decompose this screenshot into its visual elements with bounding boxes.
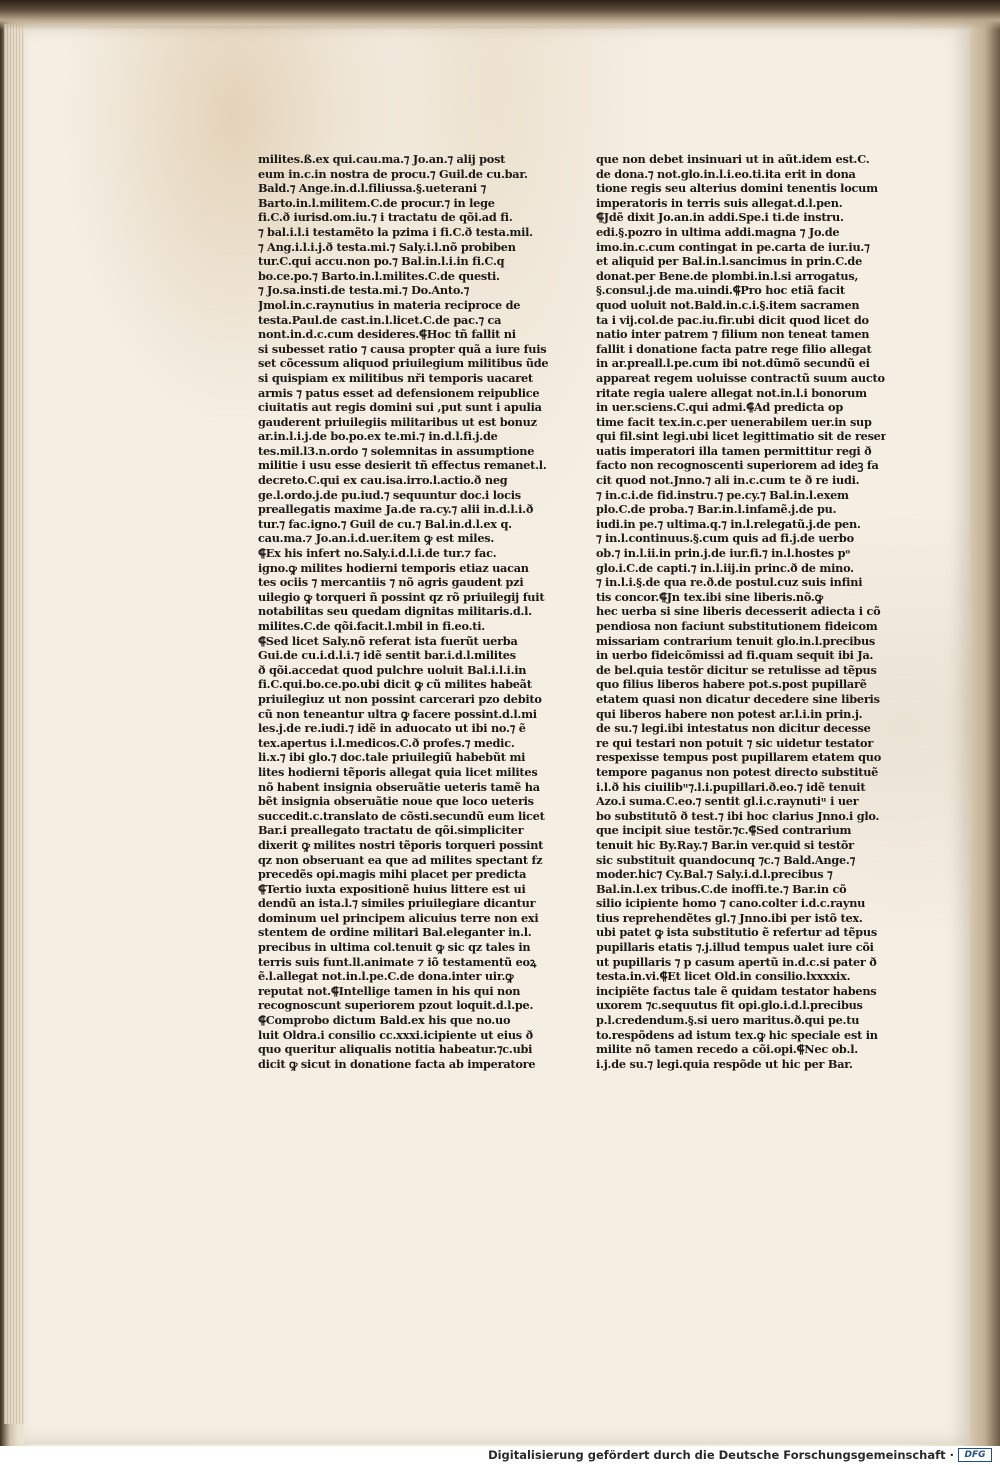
text-line: Bar.i preallegato tractatu de qõi.simpliciter [258, 823, 524, 838]
text-line: ta i vij.col.de pac.iu.fir.ubi dicit quod licet do [596, 312, 869, 327]
text-line: Bal.in.l.ex tribus.C.de inoffi.te.⁊ Bar.in cõ [596, 881, 847, 896]
text-line: natio inter patrem ⁊ filium non teneat tamen [596, 327, 870, 342]
text-line: ⸿Sed licet Saly.nõ referat ista fuerũt uerba [258, 633, 518, 648]
text-line: quo filius liberos habere pot.s.post pupillarẽ [596, 677, 867, 692]
text-line: succedit.c.translato de cõsti.secundũ eum licet [258, 808, 545, 823]
text-line: ar.in.l.i.j.de bo.po.ex te.mi.⁊ in.d.l.fi.j.de [258, 429, 498, 444]
text-line: ubi patet ꝙ ista substitutio ẽ refertur ad tẽpus [596, 925, 878, 940]
text-line: milites.C.de qõi.facit.l.mbil in fi.eo.ti. [258, 619, 485, 633]
text-line: Bald.⁊ Ange.in.d.l.filiussa.§.ueterani ⁊ [258, 181, 486, 196]
text-line: set cõcessum aliquod priuilegium militibus ũde [258, 356, 548, 371]
text-line: in uer.sciens.C.qui admi.⸿Ad predicta op [596, 400, 843, 415]
text-line: tex.apertus i.l.medicos.C.ð profes.⁊ medic. [258, 735, 515, 750]
text-line: Barto.in.l.militem.C.de procur.⁊ in lege [258, 195, 495, 210]
text-line: plo.C.de proba.⁊ Bar.in.l.infamẽ.j.de pu. [596, 502, 837, 517]
text-line: cit quod not.Jnno.⁊ ali in.c.cum te ð re iudi. [596, 473, 860, 488]
text-line: reputat not.⸿Intellige tamen in his qui non [258, 983, 521, 998]
text-line: cau.ma.⁊ Jo.an.i.d.uer.item ꝙ est miles. [258, 531, 495, 546]
text-line: quo queritur aliqualis notitia habeatur.⁊c.ubi [258, 1042, 533, 1057]
text-line: eum in.c.in nostra de procu.⁊ Guil.de cu.bar. [258, 166, 528, 181]
text-line: ciuitatis aut regis domini sui ,put sunt i apulia [258, 400, 542, 415]
text-line: ut pupillaris ⁊ p casum apertũ in.d.c.si pater ð [596, 954, 877, 969]
text-line: si subesset ratio ⁊ causa propter quã a iure fuis [258, 341, 547, 356]
text-line: ð qõi.accedat quod pulchre uoluit Bal.i.l.i.in [258, 662, 527, 677]
text-line: recognoscunt superiorem pzout loquit.d.l.pe. [258, 998, 534, 1013]
text-line: tes.mil.l3.n.ordo ⁊ solemnitas in assumptione [258, 443, 535, 458]
text-line: terris suis funt.ll.animate ⁊ iõ testamentũ eoꝝ [258, 954, 537, 969]
text-line: les.j.de re.iudi.⁊ idẽ in aduocato ut ibi no.⁊ ẽ [258, 721, 526, 736]
text-line: tius reprehendẽtes gl.⁊ Jnno.ibi per istõ tex. [596, 910, 863, 925]
text-line: to.respõdens ad istum tex.ꝙ hic speciale est in [596, 1027, 878, 1042]
text-line: gauderent priuilegiis militaribus ut est bonuz [258, 414, 537, 429]
text-line: Gui.de cu.i.d.l.i.⁊ idẽ sentit bar.i.d.l.milites [258, 648, 516, 663]
text-line: testa.Paul.de cast.in.l.licet.C.de pac.⁊ ca [258, 312, 502, 327]
text-line: iudi.in pe.⁊ ultima.q.⁊ in.l.relegatũ.j.de pen. [596, 516, 861, 531]
text-line: bo substitutõ ð test.⁊ ibi hoc clarius Jnno.i glo. [596, 808, 880, 823]
text-line: incipiẽte factus tale ẽ quidam testator habens [596, 983, 877, 998]
text-line: ritate regia ualere allegat not.in.l.i bonorum [596, 385, 867, 400]
text-line: bẽt insignia obseruãtie noue que loco ueteris [258, 794, 534, 809]
text-line: sic substituit quandocunq ⁊c.⁊ Bald.Ange.⁊ [596, 852, 855, 867]
text-line: de su.⁊ legi.ibi intestatus non dicitur decesse [596, 721, 871, 736]
text-line: p.l.credendum.§.si uero maritus.ð.qui pe.tu [596, 1013, 860, 1028]
text-line: lites hodierni tẽporis allegat quia licet milites [258, 764, 538, 779]
text-line: ⁊ in.c.i.de fid.instru.⁊ pe.cy.⁊ Bal.in.l.exem [596, 487, 849, 502]
text-line: dixerit ꝙ milites nostri tẽporis torqueri possint [258, 837, 544, 852]
text-line: glo.i.C.de capti.⁊ in.l.iij.in princ.ð de mino. [596, 560, 854, 575]
text-line: ⸿Tertio iuxta expositionẽ huius littere est ui [258, 881, 526, 896]
text-line: precedẽs opi.magis mihi placet per predicta [258, 867, 527, 882]
text-line: decreto.C.qui ex cau.isa.irro.l.actio.ð neg [258, 473, 508, 488]
text-line: si quispiam ex militibus nři temporis uacaret [258, 370, 533, 385]
text-line: luit Oldra.i consilio cc.xxxi.icipiente ut eius ð [258, 1027, 533, 1042]
text-line: stentem de ordine militari Bal.eleganter in.l. [258, 925, 532, 940]
text-line: tione regis seu alterius domini tenentis locum [596, 181, 878, 196]
text-line: ⸿Jdẽ dixit Jo.an.in addi.Spe.i ti.de instru. [596, 210, 844, 225]
text-line: etatem quasi non dicatur decedere sine liberis [596, 691, 880, 706]
text-line: moder.hic⁊ Cy.Bal.⁊ Saly.i.d.l.precibus ⁊ [596, 867, 833, 882]
text-line: notabilitas seu quedam dignitas militaris.d.l. [258, 604, 532, 619]
text-line: ⸿Ex his infert no.Saly.i.d.l.i.de tur.⁊ fac. [258, 546, 497, 561]
text-line: tempore paganus non potest directo substituẽ [596, 764, 879, 779]
text-column-left [258, 152, 548, 1112]
text-line: militie i usu esse desierit tñ effectus remanet.l. [258, 458, 547, 473]
funding-credit: Digitalisierung gefördert durch die Deutsche Forschungsgemeinschaft · [488, 1448, 954, 1462]
text-line: in ar.preall.l.pe.cum ibi not.dũmõ secundũ ei [596, 356, 870, 371]
text-line: uxorem ⁊c.sequutus fit opi.glo.i.d.l.precibus [596, 998, 863, 1013]
text-line: dicit ꝙ sicut in donatione facta ab imperatore [258, 1056, 536, 1071]
text-line: bo.ce.po.⁊ Barto.in.l.milites.C.de questi. [258, 268, 500, 283]
text-line: re qui testari non potuit ⁊ sic uidetur testator [596, 735, 874, 750]
text-line: tur.C.qui accu.non po.⁊ Bal.in.l.i.in fi.C.q [258, 254, 505, 269]
top-shadow [0, 0, 1000, 30]
text-line: et aliquid per Bal.in.l.sancimus in prin.C.de [596, 254, 863, 269]
text-line: ⁊ Jo.sa.insti.de testa.mi.⁊ Do.Anto.⁊ [258, 283, 469, 298]
text-line: fi.C.qui.bo.ce.po.ubi dicit ꝙ cũ milites habeãt [258, 677, 532, 692]
text-line: dominum uel principem alicuius terre non exi [258, 910, 539, 925]
text-line: ⁊ bal.i.l.i testamẽto la pzima i fi.C.ð testa.mil. [258, 224, 533, 239]
text-line: armis ⁊ patus esset ad defensionem reipublice [258, 385, 540, 400]
dfg-logo: DFG [958, 1448, 992, 1462]
text-line: uatis imperatori illa tamen permittitur regi ð [596, 443, 872, 458]
text-line: hec uerba si sine liberis decesserit adiecta i cõ [596, 604, 881, 619]
text-line: dendũ an ista.l.⁊ similes priuilegiare dicantur [258, 896, 536, 911]
text-line: ⸿Comprobo dictum Bald.ex his que no.uo [258, 1013, 511, 1028]
text-line: nont.in.d.c.cum desideres.⸿Hoc tñ fallit ni [258, 327, 516, 342]
text-line: igno.ꝙ milites hodierni temporis etiaz uacan [258, 560, 529, 575]
text-column-right [596, 152, 886, 1112]
text-line: precibus in ultima col.tenuit ꝙ sic qz tales in [258, 940, 531, 955]
text-line: testa.in.vi.⸿Et licet Old.in consilio.lxxxxix. [596, 969, 851, 984]
text-line: ẽ.l.allegat not.in.l.pe.C.de dona.inter uir.ꝙ [258, 969, 514, 984]
text-line: edi.§.pozro in ultima addi.magna ⁊ Jo.de [596, 224, 840, 239]
text-line: tis concor.⸿Jn tex.ibi sine liberis.nõ.ꝙ [596, 589, 823, 604]
page-stack-edge [4, 24, 24, 1424]
text-line: missariam contrarium tenuit glo.in.l.precibus [596, 633, 876, 648]
text-line: milite nõ tamen recedo a cõi.opi.⸿Nec ob.l. [596, 1042, 858, 1057]
text-line: imo.in.c.cum contingat in pe.carta de iur.iu.⁊ [596, 239, 870, 254]
text-line: li.x.⁊ ibi glo.⁊ doc.tale priuilegiũ habebũt mi [258, 750, 526, 765]
text-line: ob.⁊ in.l.ii.in prin.j.de iur.fi.⁊ in.l.hostes pᵒ [596, 546, 851, 561]
text-line: que incipit siue testõr.⁊c.⸿Sed contrarium [596, 823, 852, 838]
text-line: qz non obseruant ea que ad milites spectant fz [258, 852, 543, 867]
text-line: quod uoluit not.Bald.in.c.i.§.item sacramen [596, 297, 860, 312]
text-line: Azo.i suma.C.eo.⁊ sentit gl.i.c.raynutiᵘ i uer [596, 794, 859, 809]
text-line: Jmol.in.c.raynutius in materia reciproce de [258, 297, 521, 312]
text-line: ⁊ Ang.i.l.i.j.ð testa.mi.⁊ Saly.i.l.nõ probiben [258, 239, 516, 254]
text-line: nõ habent insignia obseruãtie ueteris tamẽ ha [258, 779, 540, 794]
text-line: time facit tex.in.c.per uenerabilem uer.in sup [596, 414, 872, 429]
text-line: §.consul.j.de ma.uindi.⸿Pro hoc etiã facit [596, 283, 845, 298]
text-line: facto non recognoscenti superiorem ad ideꝫ fa [596, 458, 879, 473]
text-line: ⁊ in.l.i.§.de qua re.ð.de postul.cuz suis infini [596, 575, 863, 590]
text-line: milites.ß.ex qui.cau.ma.⁊ Jo.an.⁊ alij post [258, 152, 506, 166]
text-line: fallit i donatione facta patre rege filio allegat [596, 341, 872, 356]
text-line: tes ociis ⁊ mercantiis ⁊ nõ agris gaudent pzi [258, 575, 524, 590]
text-line: preallegatis maxime Ja.de ra.cy.⁊ alii in.d.l.i.ð [258, 502, 534, 517]
text-line: uilegio ꝙ torqueri ñ possint qz rõ priuilegij fuit [258, 589, 545, 604]
faded-marginal-note [54, 116, 174, 136]
text-line: de bel.quia testõr dicitur se retulisse ad tẽpus [596, 662, 877, 677]
text-line: pupillaris etatis ⁊.j.illud tempus ualet iure cõi [596, 940, 874, 955]
text-line: respexisse tempus post pupillarem etatem quo [596, 750, 882, 765]
text-line: fi.C.ð iurisd.om.iu.⁊ i tractatu de qõi.ad fi. [258, 210, 513, 225]
text-line: in uerbo fideicõmissi ad fi.quam sequit ibi Ja. [596, 648, 874, 663]
text-line: donat.per Bene.de plombi.in.l.si arrogatus, [596, 268, 859, 283]
text-line: appareat regem uoluisse contractũ suum aucto [596, 370, 885, 385]
text-line: silio icipiente homo ⁊ cano.colter i.d.c.raynu [596, 896, 866, 911]
text-line: i.j.de su.⁊ legi.quia respõde ut hic per Bar. [596, 1056, 853, 1071]
text-line: imperatoris in terris suis allegat.d.l.pen. [596, 195, 843, 210]
text-line: ⁊ in.l.continuus.§.cum quis ad fi.j.de uerbo [596, 531, 854, 546]
text-line: tur.⁊ fac.igno.⁊ Guil de cu.⁊ Bal.in.d.l.ex q. [258, 516, 512, 531]
text-line: i.l.ð his ciuilibᵘ⁊.l.i.pupillari.ð.eo.⁊ idẽ tenuit [596, 779, 866, 794]
text-line: de dona.⁊ not.glo.in.l.i.eo.ti.ita erit in dona [596, 166, 856, 181]
text-line: tenuit hic By.Ray.⁊ Bar.in ver.quid si testõr [596, 837, 854, 852]
text-line: priuilegiuz ut non possint carcerari pzo debito [258, 691, 542, 706]
text-line: que non debet insinuari ut in aũt.idem est.C. [596, 152, 870, 166]
text-line: qui fil.sint legi.ubi licet legittimatio sit de reser [596, 429, 886, 444]
text-line: ge.l.ordo.j.de pu.iud.⁊ sequuntur doc.i locis [258, 487, 521, 502]
text-line: qui liberos habere non potest ar.l.i.in prin.j. [596, 706, 863, 721]
text-line: cũ non teneantur ultra ꝙ facere possint.d.l.mi [258, 706, 537, 721]
text-line: pendiosa non faciunt substitutionem fideicom [596, 619, 878, 633]
